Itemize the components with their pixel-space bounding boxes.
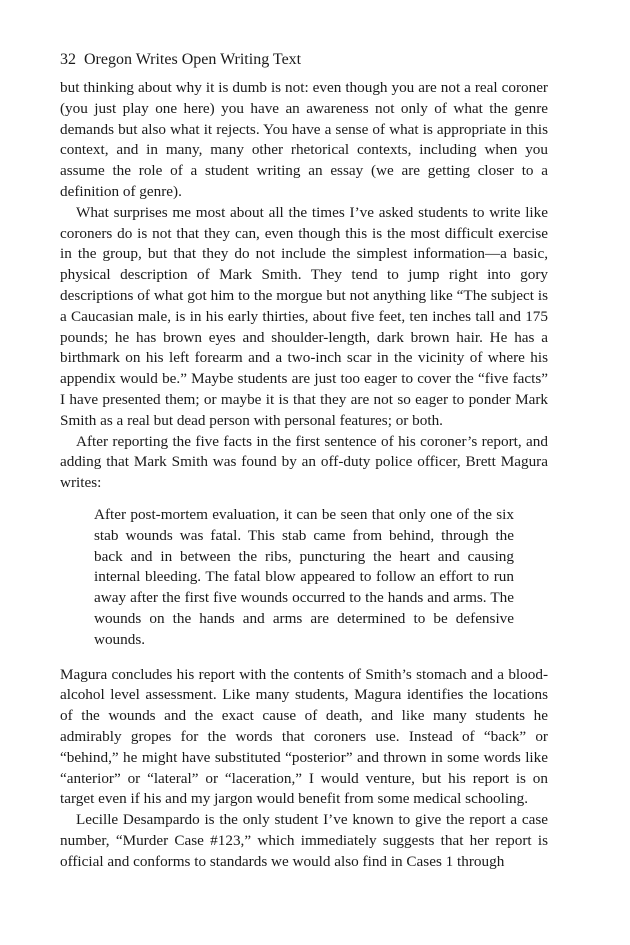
page <box>60 50 548 872</box>
paragraph-1: but thinking about why it is dumb is not: even though you are not a real coroner (you just play one here) you have an awareness not only of what the genre demands but also what it rejects. You have a sense of what is appropriate in this context, and in many, many other rhetorical contexts, including when you assume the role of a student writing an essay (we are getting closer to a definition of genre). <box>60 79 548 200</box>
book-title: Oregon Writes Open Writing Text <box>84 51 302 68</box>
page-number: 32 <box>60 51 76 68</box>
block-quote: After post-mortem evaluation, it can be seen that only one of the six stab wounds was fatal. This stab came from behind, through the back and in between the ribs, puncturing the heart and causing internal bleeding. The fatal blow appeared to follow an effort to run away after the first five wounds occurred to the hands and arms. The wounds on the hands and arms are determined to be defensive wounds. <box>94 505 514 648</box>
paragraph-5: Lecille Desampardo is the only student I’ve known to give the report a case number, “Murder Case #123,” which immediately suggests that her report is official and conforms to standards we would also find in Cases 1 through <box>60 811 548 870</box>
paragraph-2: What surprises me most about all the times I’ve asked students to write like coroners do is not that they can, even though this is the most difficult exercise in the group, but that they do not include the simplest information—a basic, physical description of Mark Smith. They tend to jump right into gory descriptions of what got him to the morgue but not anything like “The subject is a Caucasian male, is in his early thirties, about five feet, ten inches tall and 175 pounds; he has brown eyes and shoulder-length, dark brown hair. He has a birthmark on his left forearm and a two-inch scar in the vicinity of where his appendix would be.” Maybe students are just too eager to cover the “five facts” I have presented them; or maybe it is that they are not so eager to ponder Mark Smith as a real but dead person with personal features; or both. <box>60 203 548 429</box>
running-header <box>60 50 548 70</box>
paragraph-3: After reporting the five facts in the first sentence of his coroner’s report, and adding that Mark Smith was found by an off-duty police officer, Brett Magura writes: <box>60 432 548 492</box>
paragraph-4: Magura concludes his report with the contents of Smith’s stomach and a blood-alcohol level assessment. Like many students, Magura identifies the locations of the wounds and the exact cause of death, and like many students he admirably gropes for the words that coroners use. Instead of “back” or “behind,” he might have substituted “posterior” and thrown in some words like “anterior” or “lateral” or “laceration,” I would venture, but his report is on target even if his and my jargon would benefit from some medical schooling. <box>60 665 548 808</box>
